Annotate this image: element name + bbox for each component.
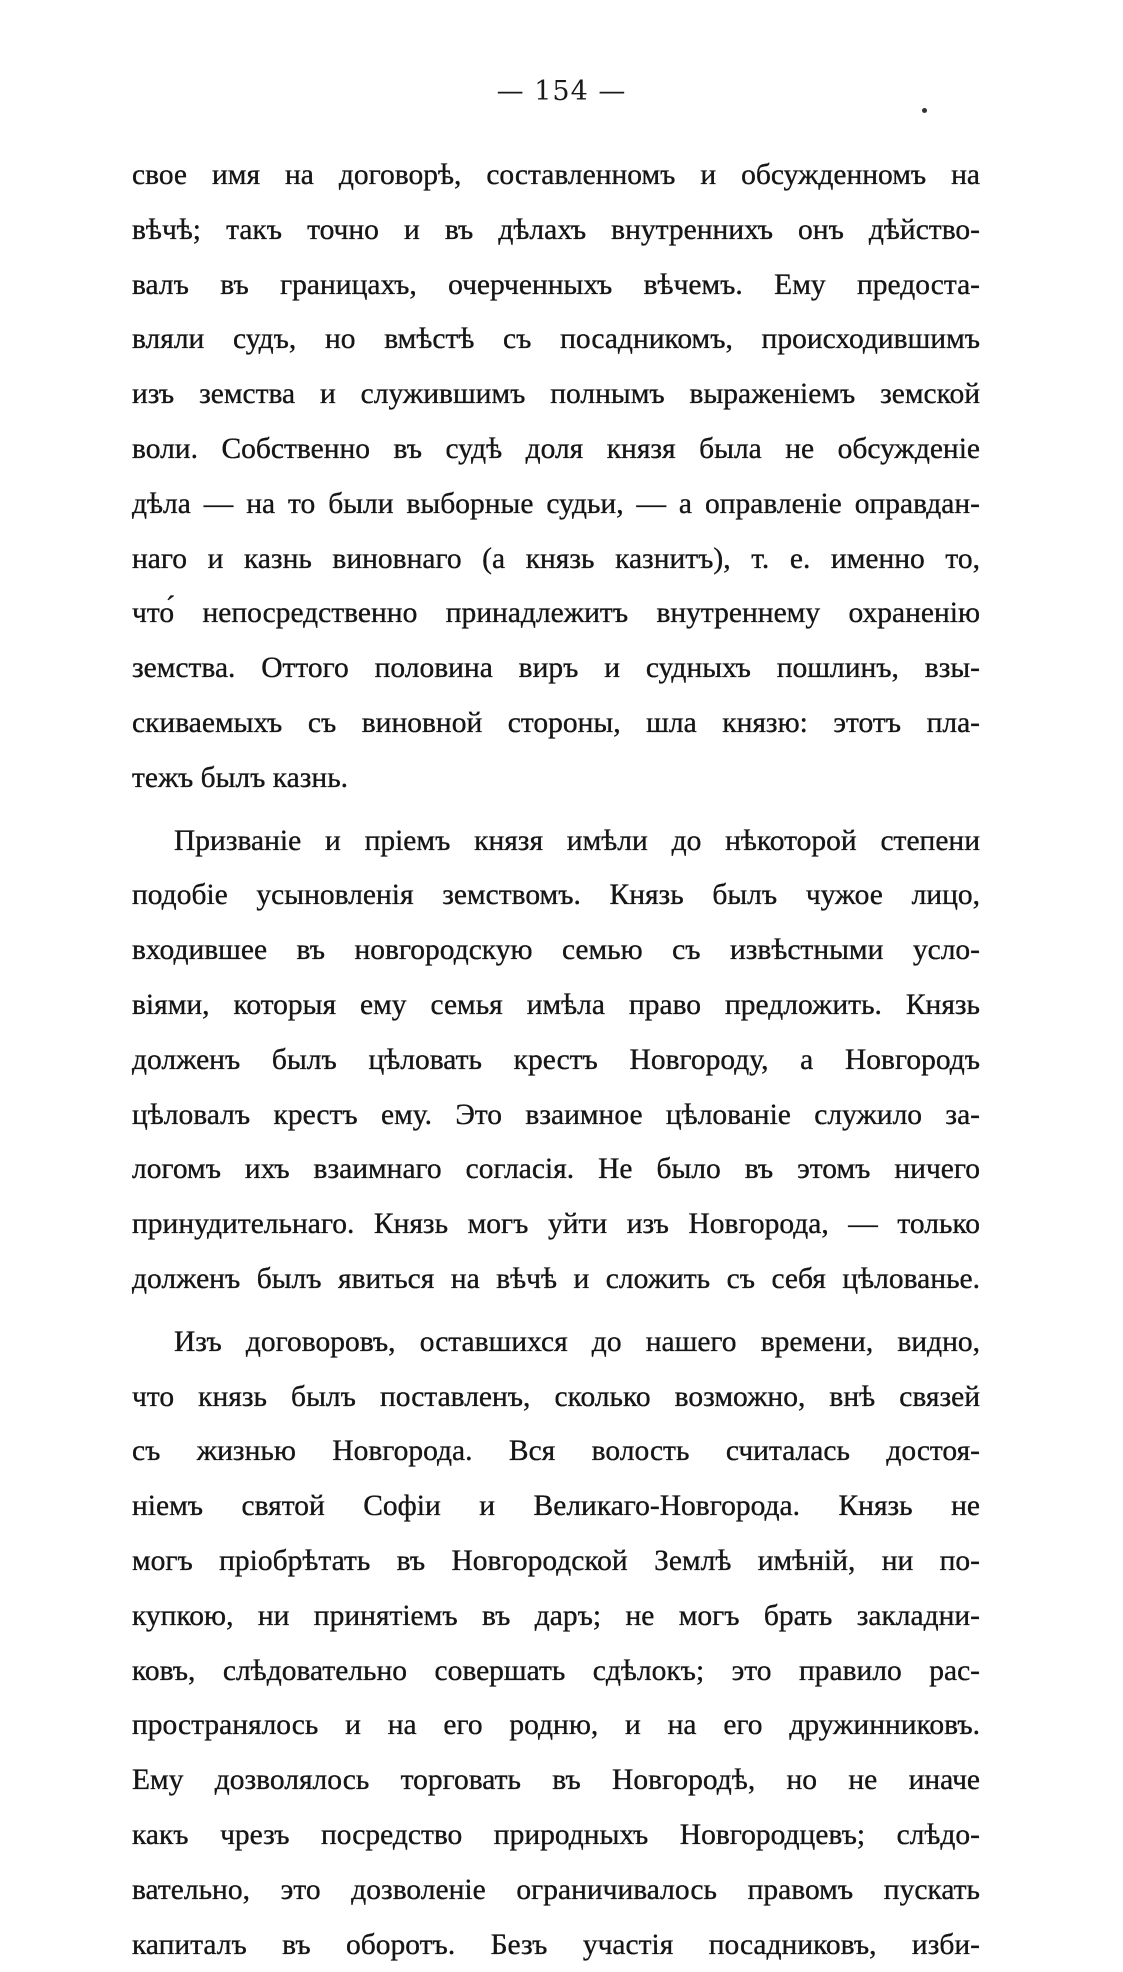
text-line: съ жизнью Новгорода. Вся волость считалась достоя-: [132, 1424, 980, 1479]
paragraph-gap: [132, 806, 980, 814]
text-line: вѣчѣ; такъ точно и въ дѣлахъ внутреннихъ онъ дѣйство-: [132, 203, 980, 258]
text-line: пространялось и на его родню, и на его дружинниковъ.: [132, 1698, 980, 1753]
text-line: скиваемыхъ съ виновной стороны, шла князю: этотъ пла-: [132, 696, 980, 751]
text-line: віями, которыя ему семья имѣла право предложить. Князь: [132, 978, 980, 1033]
text-line: ніемъ святой Софіи и Великаго-Новгорода. Князь не: [132, 1479, 980, 1534]
page-number: — 154 —: [0, 76, 1123, 107]
text-line: Призваніе и пріемъ князя имѣли до нѣкоторой степени: [132, 814, 980, 869]
text-line: что князь былъ поставленъ, сколько возможно, внѣ связей: [132, 1370, 980, 1425]
text-line: наго и казнь виновнаго (а князь казнитъ), т. е. именно то,: [132, 532, 980, 587]
text-line: тежъ былъ казнь.: [132, 751, 980, 806]
text-line: входившее въ новгородскую семью съ извѣстными усло-: [132, 923, 980, 978]
text-line: какъ чрезъ посредство природныхъ Новгородцевъ; слѣдо-: [132, 1808, 980, 1863]
text-line: Изъ договоровъ, оставшихся до нашего времени, видно,: [132, 1315, 980, 1370]
text-line: принудительнаго. Князь могъ уйти изъ Новгорода, — только: [132, 1197, 980, 1252]
text-line: вляли судъ, но вмѣстѣ съ посадникомъ, происходившимъ: [132, 312, 980, 367]
text-line: валъ въ границахъ, очерченныхъ вѣчемъ. Ему предоста-: [132, 258, 980, 313]
text-line: купкою, ни принятіемъ въ даръ; не могъ брать закладни-: [132, 1589, 980, 1644]
text-line: вательно, это дозволеніе ограничивалось правомъ пускать: [132, 1863, 980, 1918]
text-line: долженъ былъ явиться на вѣчѣ и сложить съ себя цѣлованье.: [132, 1252, 980, 1307]
text-line: свое имя на договорѣ, составленномъ и обсужденномъ на: [132, 148, 980, 203]
text-line: капиталъ въ оборотъ. Безъ участія посадниковъ, изби-: [132, 1918, 980, 1972]
text-line: могъ пріобрѣтать въ Новгородской Землѣ имѣній, ни по-: [132, 1534, 980, 1589]
paragraph-1: [132, 148, 980, 806]
text-line: логомъ ихъ взаимнаго согласія. Не было въ этомъ ничего: [132, 1142, 980, 1197]
print-speck: [922, 108, 927, 113]
paragraph-3: [132, 1315, 980, 1972]
body-text: [132, 148, 980, 1972]
paragraph-2: [132, 814, 980, 1307]
text-line: долженъ былъ цѣловать крестъ Новгороду, а Новгородъ: [132, 1033, 980, 1088]
text-line: дѣла — на то были выборные судьи, — а оправленіе оправдан-: [132, 477, 980, 532]
text-line: цѣловалъ крестъ ему. Это взаимное цѣлованіе служило за-: [132, 1088, 980, 1143]
text-line: подобіе усыновленія земствомъ. Князь былъ чужое лицо,: [132, 868, 980, 923]
text-line: воли. Собственно въ судѣ доля князя была не обсужденіе: [132, 422, 980, 477]
text-line: что́ непосредственно принадлежитъ внутреннему охраненію: [132, 586, 980, 641]
text-line: изъ земства и служившимъ полнымъ выраженіемъ земской: [132, 367, 980, 422]
text-line: земства. Оттого половина виръ и судныхъ пошлинъ, взы-: [132, 641, 980, 696]
paragraph-gap: [132, 1307, 980, 1315]
text-line: Ему дозволялось торговать въ Новгородѣ, но не иначе: [132, 1753, 980, 1808]
text-line: ковъ, слѣдовательно совершать сдѣлокъ; это правило рас-: [132, 1644, 980, 1699]
